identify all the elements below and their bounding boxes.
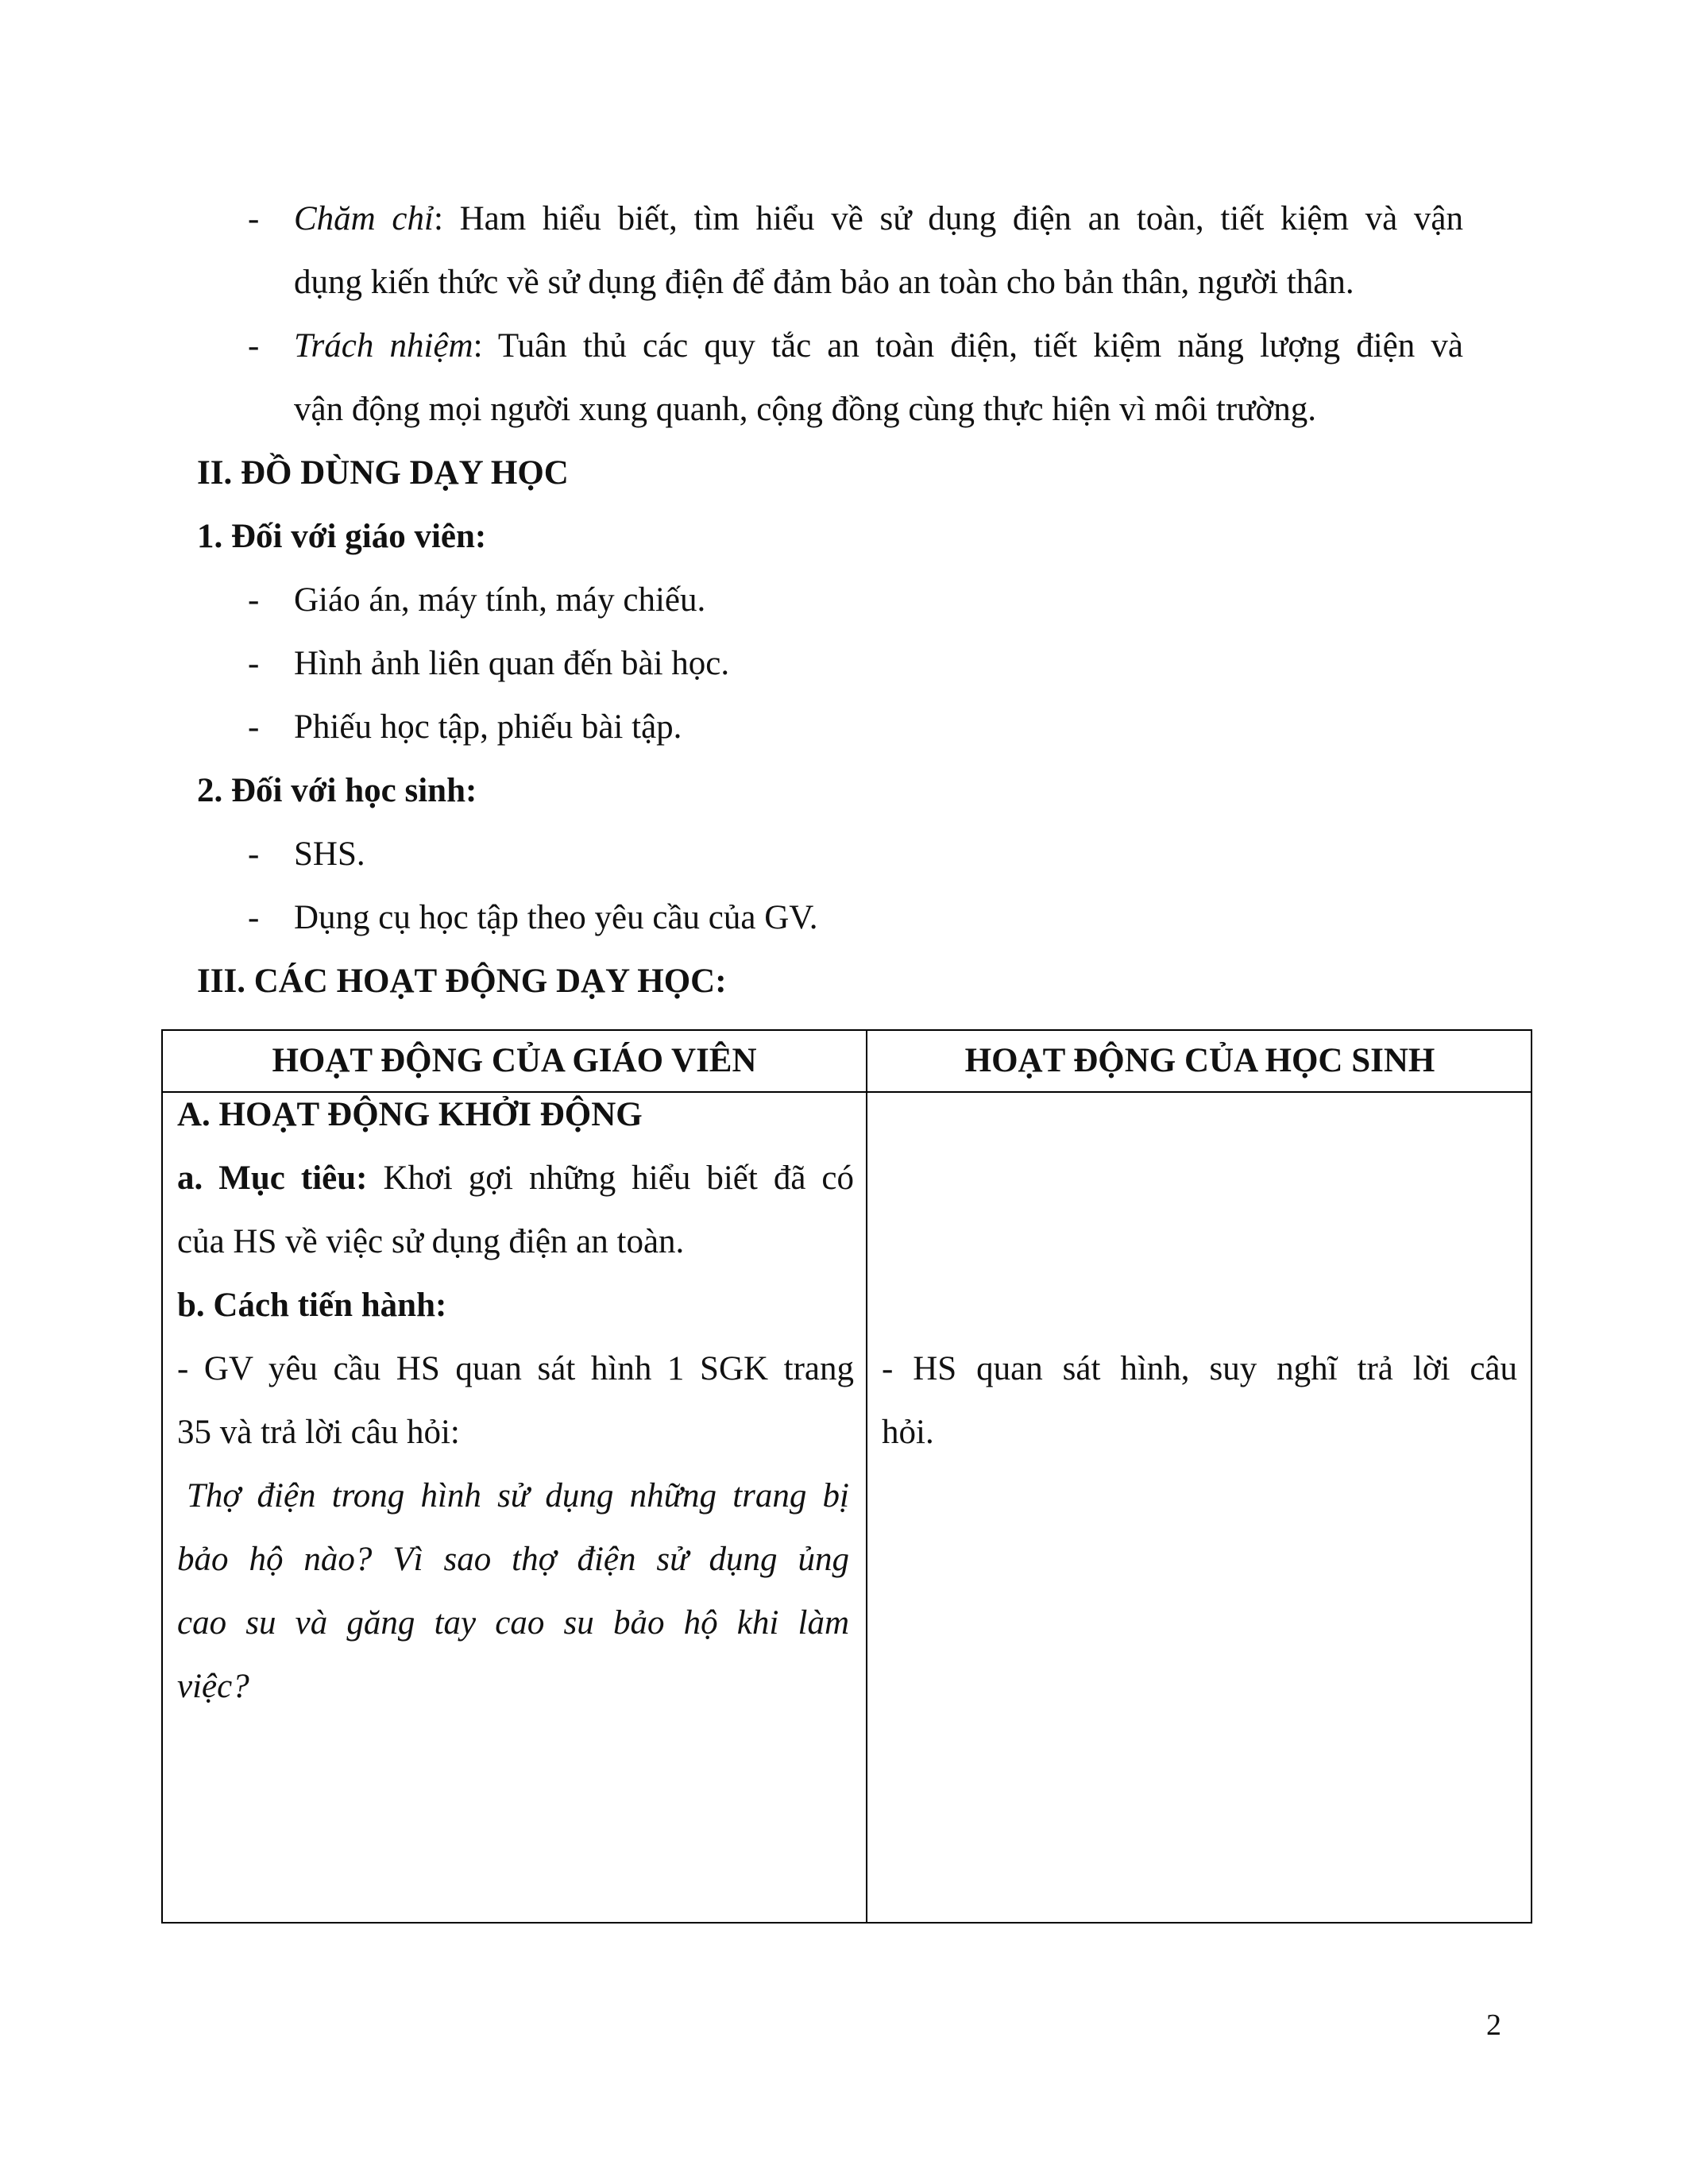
student-answer-line2: hỏi. [882, 1414, 934, 1451]
objective-line2: của HS về việc sử dụng điện an toàn. [177, 1223, 685, 1260]
question-line4: việc? [177, 1668, 249, 1705]
activities-table [161, 1029, 1532, 1924]
page-number: 2 [1486, 2008, 1501, 2042]
list-item: Giáo án, máy tính, máy chiếu. [294, 581, 706, 619]
bullet-dash: - [248, 327, 260, 365]
objective-label: a. Mục tiêu: [177, 1160, 368, 1197]
quality-cham-chi-line1 [294, 187, 1463, 251]
list-item: Hình ảnh liên quan đến bài học. [294, 645, 730, 682]
objective-text: Khơi gợi những hiểu biết đã có [383, 1160, 855, 1197]
quality-text: : Tuân thủ các quy tắc an toàn điện, tiết kiệm năng lượng điện và [473, 327, 1463, 365]
method-label: b. Cách tiến hành: [177, 1287, 447, 1324]
activity-heading: A. HOẠT ĐỘNG KHỞI ĐỘNG [177, 1096, 643, 1133]
quality-trach-nhiem-line2: vận động mọi người xung quanh, cộng đồng cùng thực hiện vì môi trường. [294, 391, 1316, 428]
list-item: Dụng cụ học tập theo yêu cầu của GV. [294, 899, 818, 936]
bullet-dash: - [248, 835, 260, 873]
table-header-student: HOẠT ĐỘNG CỦA HỌC SINH [964, 1042, 1435, 1079]
list-item: Phiếu học tập, phiếu bài tập. [294, 708, 682, 746]
section-title: III. CÁC HOẠT ĐỘNG DẠY HỌC: [197, 963, 727, 1000]
quality-text: : Ham hiểu biết, tìm hiểu về sử dụng điện an toàn, tiết kiệm và vận [433, 200, 1463, 237]
subsection-title: 2. Đối với học sinh: [197, 772, 477, 809]
student-answer-line1: - HS quan sát hình, suy nghĩ trả lời câu [882, 1350, 1517, 1387]
question-line3: cao su và găng tay cao su bảo hộ khi làm [177, 1604, 849, 1642]
bullet-dash: - [248, 708, 260, 746]
quality-term: Trách nhiệm [294, 327, 473, 365]
table-header-teacher: HOẠT ĐỘNG CỦA GIÁO VIÊN [272, 1042, 757, 1079]
question-line1 [177, 1464, 849, 1528]
bullet-dash: - [248, 645, 260, 682]
step-line1: - GV yêu cầu HS quan sát hình 1 SGK trang [177, 1350, 854, 1387]
section-title: II. ĐỒ DÙNG DẠY HỌC [197, 454, 569, 492]
quality-term: Chăm chỉ [294, 200, 434, 237]
question-text: Thợ điện trong hình sử dụng những trang bị [187, 1477, 849, 1515]
quality-cham-chi-line2: dụng kiến thức về sử dụng điện để đảm bảo an toàn cho bản thân, người thân. [294, 264, 1354, 301]
objective-line1 [177, 1147, 854, 1210]
bullet-dash: - [248, 899, 260, 936]
bullet-dash: - [248, 581, 260, 619]
subsection-title: 1. Đối với giáo viên: [197, 518, 487, 555]
question-line2: bảo hộ nào? Vì sao thợ điện sử dụng ủng [177, 1541, 849, 1578]
list-item: SHS. [294, 835, 365, 873]
step-line2: 35 và trả lời câu hỏi: [177, 1414, 460, 1451]
bullet-dash: - [248, 200, 260, 237]
column-divider [866, 1031, 867, 1922]
quality-trach-nhiem-line1 [294, 314, 1463, 378]
